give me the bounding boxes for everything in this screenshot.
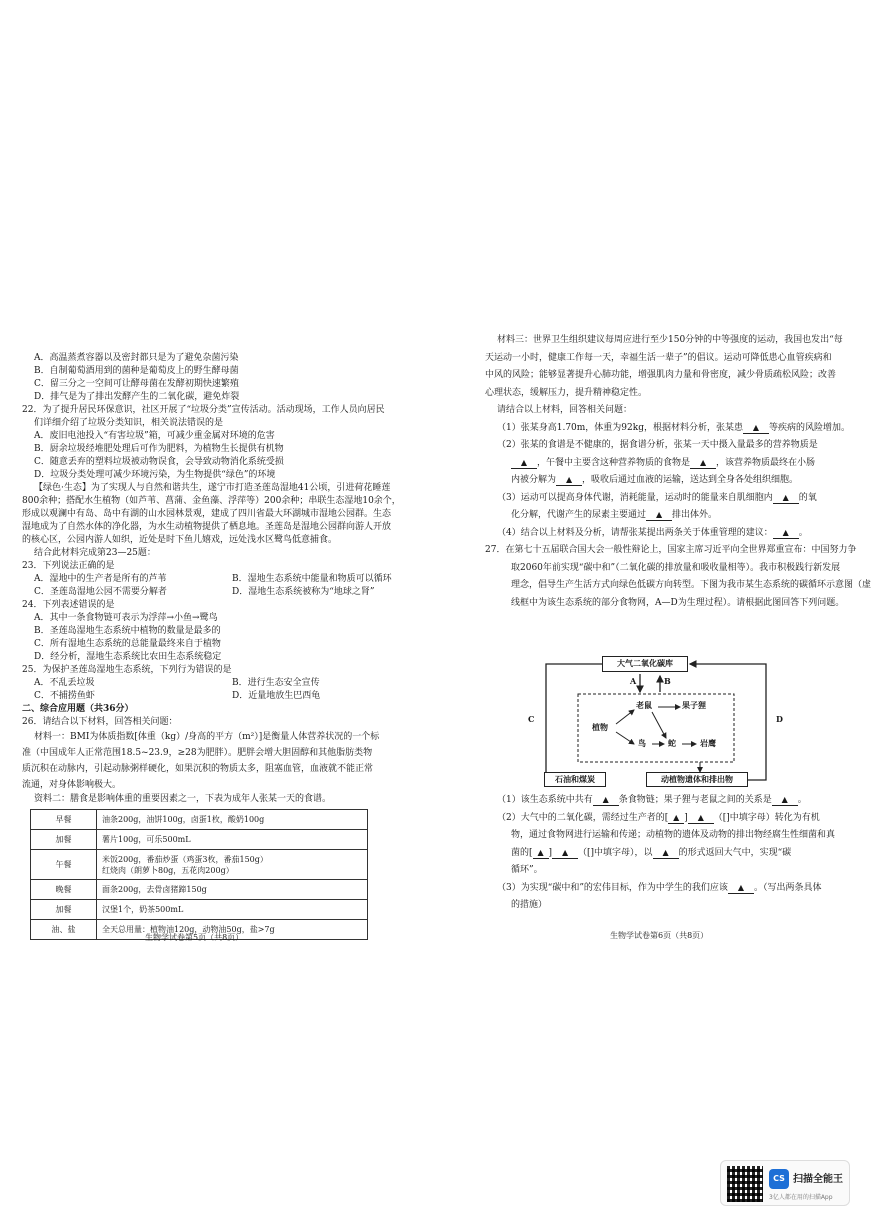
- q26-2: （2）张某的食谱是不健康的，据食谱分析，张某一天中摄入量最多的营养物质是: [497, 440, 818, 450]
- node-eagle: 岩鹰: [700, 738, 716, 748]
- q27-2-cont: 菌的[ ▲ ] ▲ （[]中填字母），以 ▲ 的形式返回大气中，实现“碳: [511, 847, 792, 858]
- q27-1: （1）该生态系统中共有 ▲ 条食物链；果子狸与老鼠之间的关系是 ▲ 。: [497, 795, 807, 805]
- answer-blank[interactable]: ▲: [668, 813, 684, 824]
- table-row: 加餐 薯片100g，可乐500mL: [31, 830, 368, 850]
- q24-option: A．其中一条食物链可表示为浮萍→小鱼→鹭鸟: [34, 613, 218, 623]
- node-civet: 果子狸: [682, 700, 706, 710]
- text-line: 的核心区，公园内游人如织，近处是时下鱼儿嬉戏，远处浅水区鹭鸟低意捕食。: [22, 535, 338, 545]
- q27-3-cont: 的措施）: [511, 900, 548, 910]
- q26-3-cont: 化分解，代谢产生的尿素主要通过 ▲ 排出体外。: [511, 510, 718, 520]
- q27-2-cont: 物，通过食物网进行运输和传递；动植物的遗体及动物的排出物经腐生性细菌和真: [511, 830, 836, 840]
- fossil-fuel-box: 石油和煤炭: [544, 772, 606, 787]
- q26-3: （3）运动可以提高身体代谢，消耗能量，运动时的能量来自肌细胞内 ▲ 的氧: [497, 492, 817, 503]
- text-line: A．废旧电池投入“有害垃圾”箱，可减少重金属对环境的危害: [34, 431, 275, 441]
- material-1-line: 准（中国成年人正常范围18.5~23.9，≥28为肥胖）。肥胖会增大胆固醇和其他脂肪类物: [22, 748, 373, 758]
- q23-options-ab: A．湿地中的生产者是所有的芦苇 B．湿地生态系统中能量和物质可以循环: [34, 574, 392, 584]
- answer-blank[interactable]: ▲: [646, 510, 672, 521]
- node-mouse: 老鼠: [636, 700, 652, 710]
- answer-blank[interactable]: ▲: [556, 475, 582, 486]
- q24-option: D．经分析，湿地生态系统比农田生态系统稳定: [34, 652, 222, 662]
- q26-1: （1）张某身高1.70m，体重为92kg，根据材料分析，张某患 ▲ 等疾病的风险增加。: [497, 422, 850, 433]
- material-3-line: 中风的风险；能够显著提升心肺功能，增强肌肉力量和骨密度，减少骨质疏松风险；改善: [485, 370, 837, 380]
- q27-3: （3）为实现“碳中和”的宏伟目标，作为中学生的我们应该 ▲ 。（写出两条具体: [497, 882, 822, 893]
- q27-stem-line: 理念，倡导生产生活方式向绿色低碳方向转型。下图为我市某生态系统的碳循环示意图（虚: [511, 580, 871, 590]
- answer-blank[interactable]: ▲: [773, 493, 799, 504]
- material-1-line: 质沉积在动脉内，引起动脉粥样硬化，如果沉积的物质太多，阻塞血管，血液就不能正常: [22, 764, 374, 774]
- label-d: D: [776, 714, 783, 724]
- q26-4: （4）结合以上材料及分析，请帮张某提出两条关于体重管理的建议： ▲ 。: [497, 527, 808, 538]
- camscanner-logo-icon: CS: [769, 1169, 789, 1189]
- q27-stem-line: 线框中为该生态系统的部分食物网，A—D为生理过程）。请根据此图回答下列问题。: [511, 597, 845, 608]
- material-3-line: 材料三：世界卫生组织建议每周应进行至少150分钟的中等强度的运动，我国也发出“每: [497, 335, 843, 345]
- text-line: 们详细介绍了垃圾分类知识，相关说法错误的是: [34, 418, 224, 428]
- node-plant: 植物: [592, 722, 608, 732]
- table-row: 油、盐 全天总用量：植物油120g，动物油50g，盐>7g: [31, 920, 368, 940]
- q27-2: （2）大气中的二氧化碳，需经过生产者的[ ▲ ] ▲ （[]中填字母）转化为有机: [497, 812, 820, 823]
- answer-blank[interactable]: ▲: [552, 848, 578, 859]
- node-bird: 鸟: [638, 738, 646, 748]
- text-line: D．排气是为了排出发酵产生的二氧化碳，避免炸裂: [34, 392, 240, 402]
- q26-stem: 26．请结合以下材料，回答相关问题：: [22, 717, 178, 727]
- answer-blank[interactable]: ▲: [773, 528, 799, 539]
- table-row: 午餐 米饭200g，番茄炒蛋（鸡蛋3枚，番茄150g） 红烧肉（朗萝卜80g，五花肉200g）: [31, 850, 368, 880]
- text-line: 【绿色·生态】为了实现人与自然和谐共生，遂宁市打造圣莲岛湿地41公顷，引进荷花睡莲: [34, 483, 391, 493]
- material-3-line: 心理状态，缓解压力，提升精神稳定性。: [485, 387, 648, 398]
- text-line: D．垃圾分类处理可减少环境污染，为生物提供“绿色”的环境: [34, 470, 276, 480]
- left-page: [22, 352, 430, 940]
- answer-blank[interactable]: ▲: [511, 458, 537, 469]
- answer-blank[interactable]: ▲: [772, 795, 798, 806]
- text-line: C．随意丢弃的塑料垃圾被动物误食，会导致动物消化系统受损: [34, 457, 284, 467]
- watermark-tagline: 3亿人都在用的扫描App: [769, 1194, 833, 1201]
- remains-box: 动植物遗体和排出物: [646, 772, 748, 787]
- answer-blank[interactable]: ▲: [533, 848, 549, 859]
- q25-options-cd: C．不捕捞鱼虾 D．近量地放生巴西龟: [34, 691, 321, 701]
- q23-options-cd: C．圣莲岛湿地公园不需要分解者 D．湿地生态系统被称为“地球之肾”: [34, 587, 375, 597]
- q27-subquestions: [485, 792, 837, 915]
- right-page: [485, 332, 871, 612]
- text-line: 22．为了提升居民环保意识，社区开展了“垃圾分类”宣传活动。活动现场，工作人员向居民: [22, 405, 385, 415]
- text-line: 形成以观澜中有岛、岛中有湖的山水园林景观，建成了四川省最大环湖城市湿地公园群。生态: [22, 509, 392, 519]
- q27-stem-line: 取2060年前实现“碳中和”（二氧化碳的排放量和吸收量相等）。我市积极践行新发展: [511, 562, 841, 573]
- q23-stem: 23．下列说法正确的是: [22, 561, 115, 571]
- table-row: 早餐 油条200g，油饼100g，卤蛋1枚，酸奶100g: [31, 810, 368, 830]
- carbon-cycle-diagram: [528, 652, 783, 788]
- material-2-line: 资料二：膳食是影响体重的重要因素之一，下表为成年人张某一天的食谱。: [34, 794, 332, 804]
- q25-stem: 25．为保护圣莲岛湿地生态系统，下列行为错误的是: [22, 665, 232, 675]
- q26-2-cont: ▲ ，午餐中主要含这种营养物质的食物是 ▲ ，该营养物质最终在小肠: [485, 455, 837, 473]
- answer-blank[interactable]: ▲: [593, 795, 619, 806]
- q27-2-cont: 循环”。: [511, 865, 543, 875]
- diagram-lines: [540, 652, 772, 788]
- answer-blank[interactable]: ▲: [653, 848, 679, 859]
- material-1-line: 流通，对身体影响极大。: [22, 780, 122, 790]
- q25-options-ab: A．不乱丢垃圾 B．进行生态安全宣传: [34, 678, 320, 688]
- watermark-app-name: 扫描全能王: [793, 1174, 843, 1185]
- text-line: 800余种；搭配水生植物（如芦苇、菖蒲、金鱼藻、浮萍等）200余种；串联生态湿地10余个，: [22, 496, 401, 506]
- scanner-watermark: [720, 1160, 850, 1206]
- page-footer-right: 生物学试卷第6页（共8页）: [610, 931, 709, 940]
- answer-blank[interactable]: ▲: [728, 883, 754, 894]
- diet-table: [30, 809, 368, 940]
- text-line: 结合此材料完成第23—25题：: [34, 548, 156, 558]
- text-line: B．自制葡萄酒用到的菌种是葡萄皮上的野生酵母菌: [34, 366, 239, 376]
- qr-code-icon: [727, 1166, 763, 1202]
- table-row: 加餐 汉堡1个，奶茶500mL: [31, 900, 368, 920]
- text-line: C．留三分之一空间可让酵母菌在发酵初期快速繁殖: [34, 379, 239, 389]
- text-line: B．厨余垃圾经堆肥处理后可作为肥料，为植物生长提供有机物: [34, 444, 284, 454]
- text-line: A．高温蒸煮容器以及密封都只是为了避免杂菌污染: [34, 353, 239, 363]
- section-heading: 二、综合应用题（共36分）: [22, 704, 134, 714]
- label-b: B: [664, 676, 671, 686]
- q24-stem: 24．下列表述错误的是: [22, 600, 115, 610]
- label-c: C: [528, 714, 535, 724]
- answer-blank[interactable]: ▲: [688, 813, 714, 824]
- q26-2-cont: 内被分解为 ▲ ，吸收后通过血液的运输，送达到全身各处组织细胞。: [511, 475, 799, 485]
- material-1-line: 材料一：BMI为体质指数[体重（kg）/身高的平方（m²）]是衡量人体营养状况的一个标: [34, 732, 380, 742]
- left-text-block: [22, 352, 430, 560]
- label-a: A: [630, 676, 637, 686]
- q27-stem: 27．在第七十五届联合国大会一般性辩论上，国家主席习近平向全世界郑重宣布：中国努力争: [485, 545, 857, 555]
- text-line: 湿地成为了自然水体的净化器，为水生动植物提供了栖息地。圣莲岛是湿地公园群向游人开放: [22, 522, 392, 532]
- node-snake: 蛇: [668, 738, 676, 748]
- atmosphere-co2-box: 大气二氧化碳库: [602, 656, 688, 672]
- page-footer-left: 生物学试卷第5页（共8页）: [145, 933, 244, 942]
- q24-option: C．所有湿地生态系统的总能量最终来自于植物: [34, 639, 221, 649]
- material-3-line: 天运动一小时，健康工作每一天，幸福生活一辈子”的倡议。运动可降低患心血管疾病和: [485, 352, 832, 363]
- answer-blank[interactable]: ▲: [690, 458, 716, 469]
- answer-blank[interactable]: ▲: [743, 423, 769, 434]
- q24-option: B．圣莲岛湿地生态系统中植物的数量是最多的: [34, 626, 221, 636]
- table-row: 晚餐 面条200g，去骨卤猪蹄150g: [31, 880, 368, 900]
- instruction: 请结合以上材料，回答相关问题：: [497, 405, 633, 415]
